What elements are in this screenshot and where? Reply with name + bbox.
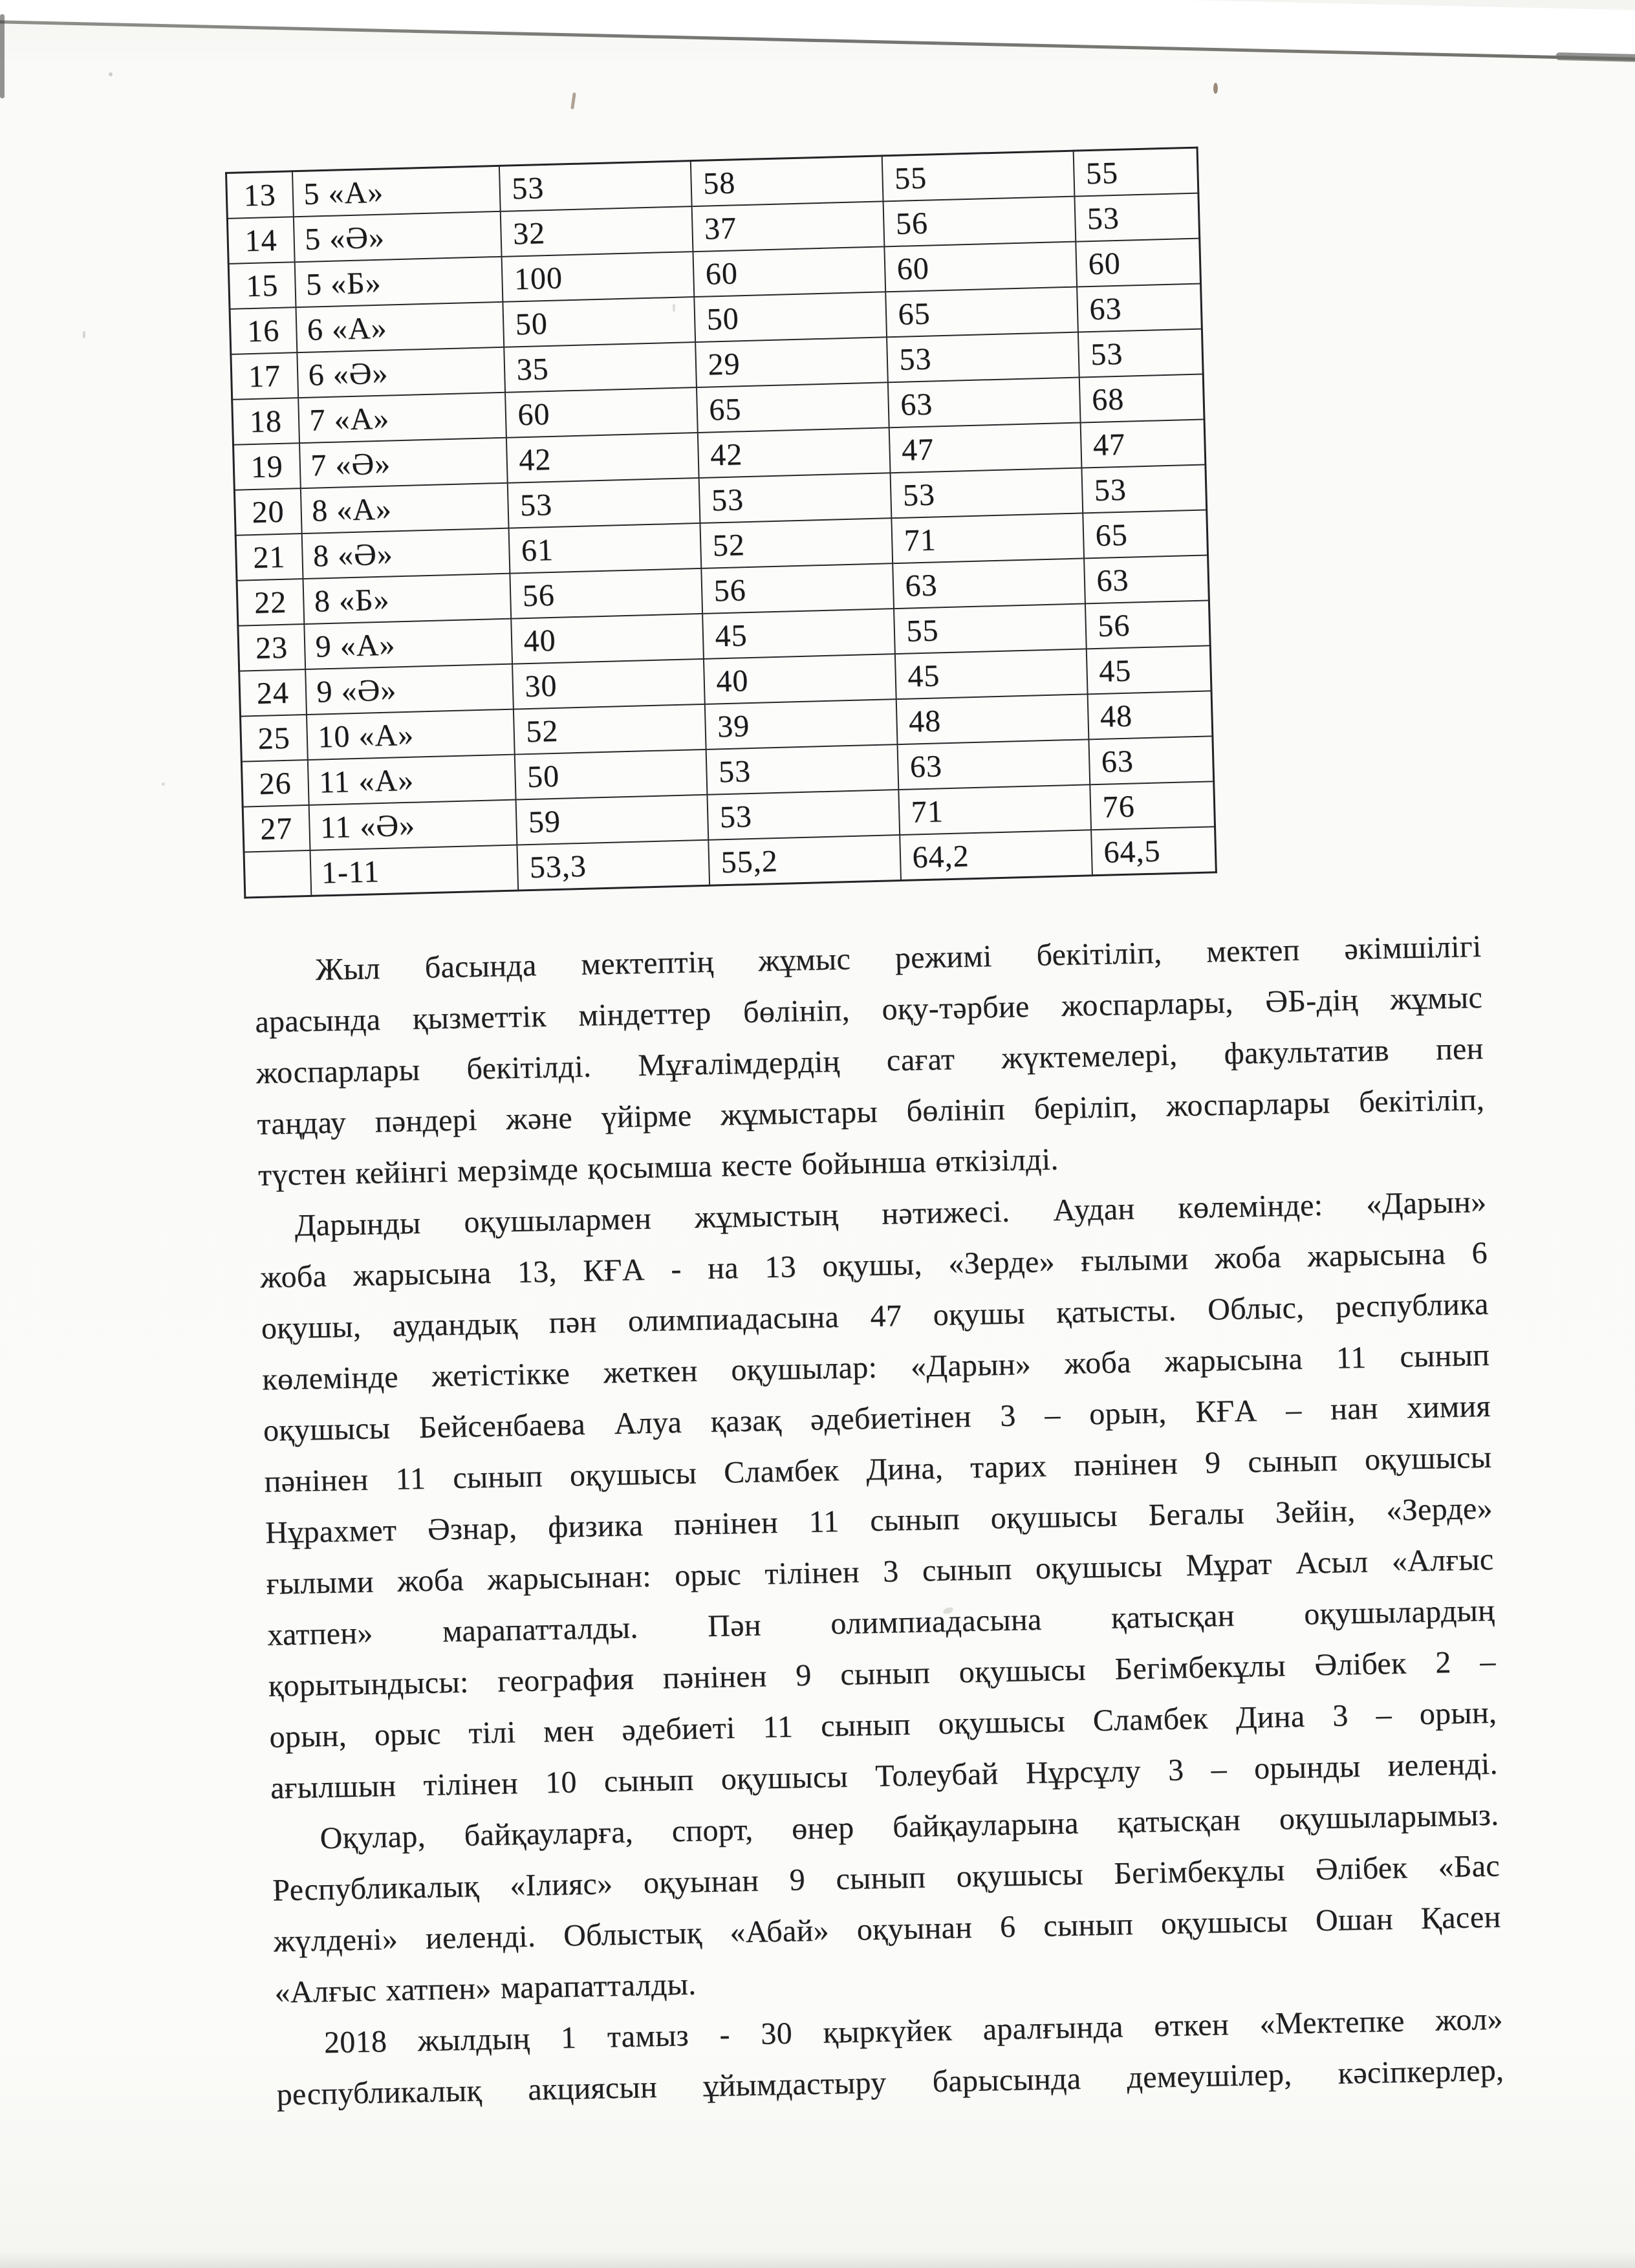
cell-value: 53: [1081, 464, 1207, 513]
cell-row-number: 22: [237, 579, 304, 626]
text-line: көлемінде жетістікке жеткен оқушылар: «Дарын» жоба жарысына 11 сынып: [261, 1337, 1490, 1397]
text-line: Жыл басында мектептің жұмыс режимі бекітіліп, мектеп әкімшілігі: [315, 929, 1482, 988]
cell-row-number: 21: [235, 534, 303, 581]
paper-speck: [162, 783, 165, 786]
cell-value: 71: [898, 784, 1091, 835]
cell-value: 52: [700, 518, 893, 568]
cell-value: 29: [695, 337, 888, 387]
cell-row-number: [244, 850, 311, 898]
cell-value: 63: [897, 739, 1090, 790]
cell-class-name: 11 «А»: [307, 755, 515, 805]
cell-value: 50: [694, 292, 887, 342]
text-line: таңдау пәндері және үйірме жұмыстары бөлініп беріліп, жоспарлары бекітіліп,: [257, 1082, 1485, 1141]
cell-row-number: 18: [232, 398, 299, 445]
cell-value: 53: [887, 332, 1079, 383]
paper-speck: [83, 331, 85, 338]
text-line: түстен кейінгі мерзімде қосымша кесте бойынша өткізілді.: [257, 1142, 1059, 1193]
cell-value: 60: [1076, 239, 1201, 287]
cell-value: 65: [885, 287, 1078, 338]
text-line: республикалық акциясын ұйымдастыру барысында демеушілер, кәсіпкерлер,: [276, 2053, 1504, 2112]
cell-row-number: 20: [234, 488, 301, 535]
text-line: оқушы, аудандық пән олимпиадасына 47 оқушы қатысты. Облыс, республика: [261, 1286, 1489, 1346]
cell-value: 47: [889, 423, 1081, 473]
cell-value: 53: [507, 478, 700, 528]
text-line: оқушысы Бейсенбаева Алуа қазақ әдебиетінен 3 – орын, КҒА – нан химия: [263, 1388, 1491, 1448]
cell-value: 53,3: [517, 840, 709, 891]
cell-value: 100: [501, 252, 694, 302]
cell-value: 53: [698, 473, 891, 523]
cell-value: 53: [890, 468, 1083, 519]
cell-value: 55: [1073, 147, 1198, 197]
cell-value: 45: [1086, 645, 1211, 694]
cell-row-number: 26: [241, 760, 309, 807]
cell-value: 63: [893, 558, 1085, 609]
cell-value: 53: [707, 790, 900, 840]
cell-value: 76: [1090, 781, 1215, 830]
cell-value: 39: [704, 699, 897, 750]
report-text-block: [254, 921, 1504, 2121]
cell-value: 45: [702, 609, 895, 659]
cell-value: 42: [506, 433, 698, 483]
cell-row-number: 17: [231, 352, 298, 400]
cell-value: 40: [703, 654, 896, 704]
paper-speck: [1213, 83, 1218, 94]
cell-row-number: 14: [227, 217, 294, 264]
cell-class-name: 8 «А»: [300, 483, 508, 534]
cell-value: 47: [1080, 419, 1206, 468]
paper-speck: [109, 72, 113, 76]
text-line: орын, орыс тілі мен әдебиеті 11 сынып оқушысы Сламбек Дина 3 – орын,: [269, 1695, 1497, 1755]
cell-class-name: 10 «А»: [307, 709, 515, 760]
cell-class-name: 8 «Ә»: [301, 528, 510, 579]
cell-value: 65: [696, 382, 889, 433]
text-line: жоба жарысына 13, КҒА - на 13 оқушы, «Зерде» ғылыми жоба жарысына 6: [259, 1235, 1488, 1295]
cell-value: 42: [697, 427, 890, 478]
cell-class-name: 9 «Ә»: [305, 664, 514, 715]
text-line: арасында қызметтік міндеттер бөлініп, оқу-тәрбие жоспарлары, ӘБ-дің жұмыс: [254, 980, 1483, 1039]
cell-row-number: 15: [228, 262, 296, 309]
text-line: ағылшын тілінен 10 сынып оқушысы Толеубай Нұрсұлу 3 – орынды иеленді.: [270, 1746, 1499, 1806]
cell-class-name: 1-11: [310, 845, 518, 896]
cell-value: 56: [883, 197, 1076, 247]
cell-value: 40: [511, 614, 704, 664]
cell-value: 58: [690, 156, 883, 206]
cell-class-name: 6 «А»: [296, 302, 504, 352]
results-table: [225, 147, 1217, 899]
cell-value: 63: [887, 378, 1080, 428]
cell-value: 55: [894, 603, 1087, 654]
cell-value: 63: [1084, 555, 1209, 603]
text-line: жүлдені» иеленді. Облыстық «Абай» оқуынан 6 сынып оқушысы Ошан Қасен: [273, 1899, 1502, 1959]
cell-class-name: 8 «Б»: [303, 574, 511, 624]
cell-value: 53: [1077, 329, 1203, 378]
cell-value: 48: [896, 694, 1088, 744]
cell-row-number: 25: [241, 715, 308, 762]
cell-row-number: 27: [243, 805, 310, 852]
cell-class-name: 7 «А»: [298, 393, 506, 443]
text-line: ғылыми жоба жарысынан: орыс тілінен 3 сынып оқушысы Мұрат Асыл «Алғыс: [266, 1542, 1494, 1601]
text-line: қорытындысы: география пәнінен 9 сынып оқушысы Бегімбекұлы Әлібек 2 –: [268, 1644, 1497, 1703]
cell-row-number: 19: [233, 443, 301, 490]
cell-value: 64,2: [900, 830, 1092, 880]
cell-value: 56: [1085, 600, 1210, 649]
cell-row-number: 24: [239, 669, 307, 717]
cell-class-name: 5 «А»: [292, 166, 501, 217]
text-line: Оқулар, байқауларға, спорт, өнер байқауларына қатысқан оқушыларымыз.: [319, 1797, 1499, 1856]
text-line: 2018 жылдың 1 тамыз - 30 қыркүйек аралғында өткен «Мектепке жол»: [323, 2002, 1504, 2060]
cell-value: 68: [1079, 374, 1204, 423]
cell-value: 64,5: [1091, 826, 1217, 876]
cell-row-number: 23: [238, 624, 305, 671]
cell-value: 35: [504, 342, 697, 393]
results-table-wrap: [225, 147, 1217, 899]
cell-value: 37: [691, 201, 884, 252]
cell-value: 48: [1087, 691, 1213, 739]
cell-value: 53: [706, 744, 898, 795]
cell-value: 63: [1077, 284, 1202, 332]
text-line: Республикалық «Ілияс» оқуынан 9 сынып оқушысы Бегімбекұлы Әлібек «Бас: [272, 1848, 1500, 1908]
paper-speck: [570, 92, 576, 109]
cell-class-name: 9 «А»: [304, 619, 512, 669]
cell-value: 60: [505, 387, 698, 438]
cell-value: 52: [513, 704, 706, 755]
cell-value: 63: [1088, 736, 1214, 784]
text-line: Нұрахмет Әзнар, физика пәнінен 11 сынып оқушысы Бегалы Зейін, «Зерде»: [265, 1491, 1493, 1550]
cell-value: 59: [515, 795, 708, 845]
cell-value: 71: [891, 513, 1084, 563]
text-line: хатпен» марапатталды. Пән олимпиадасына қатысқан оқушылардың: [266, 1593, 1495, 1652]
cell-class-name: 6 «Ә»: [297, 347, 505, 398]
cell-value: 50: [514, 750, 707, 800]
scanner-edge-top: [0, 0, 1635, 60]
cell-class-name: 5 «Ә»: [293, 211, 501, 262]
text-line: пәнінен 11 сынып оқушысы Сламбек Дина, тарих пәнінен 9 сынып оқушысы: [264, 1440, 1492, 1499]
text-line: жоспарлары бекітілді. Мұғалімдердің сағат жүктемелері, факультатив пен: [255, 1031, 1484, 1090]
cell-value: 56: [701, 563, 894, 614]
cell-value: 65: [1083, 510, 1208, 558]
cell-value: 45: [894, 649, 1087, 699]
cell-row-number: 13: [226, 171, 294, 219]
cell-value: 32: [500, 206, 693, 257]
cell-row-number: 16: [230, 307, 297, 354]
cell-value: 60: [693, 246, 885, 297]
cell-value: 30: [512, 659, 705, 709]
cell-value: 56: [510, 568, 702, 619]
cell-class-name: 11 «Ә»: [309, 800, 517, 850]
cell-class-name: 5 «Б»: [294, 257, 503, 307]
cell-value: 61: [508, 523, 701, 574]
text-line: Дарынды оқушылармен жұмыстың нәтижесі. Аудан көлемінде: «Дарын»: [294, 1184, 1487, 1243]
cell-class-name: 7 «Ә»: [299, 438, 508, 488]
cell-value: 53: [499, 161, 691, 211]
scanner-edge-left: [0, 14, 5, 98]
cell-value: 53: [1074, 193, 1200, 242]
cell-value: 55: [882, 151, 1074, 201]
cell-value: 55,2: [708, 835, 901, 885]
cell-value: 50: [503, 297, 695, 347]
text-line: «Алғыс хатпен» марапатталды.: [274, 1967, 697, 2010]
cell-value: 60: [884, 242, 1077, 292]
